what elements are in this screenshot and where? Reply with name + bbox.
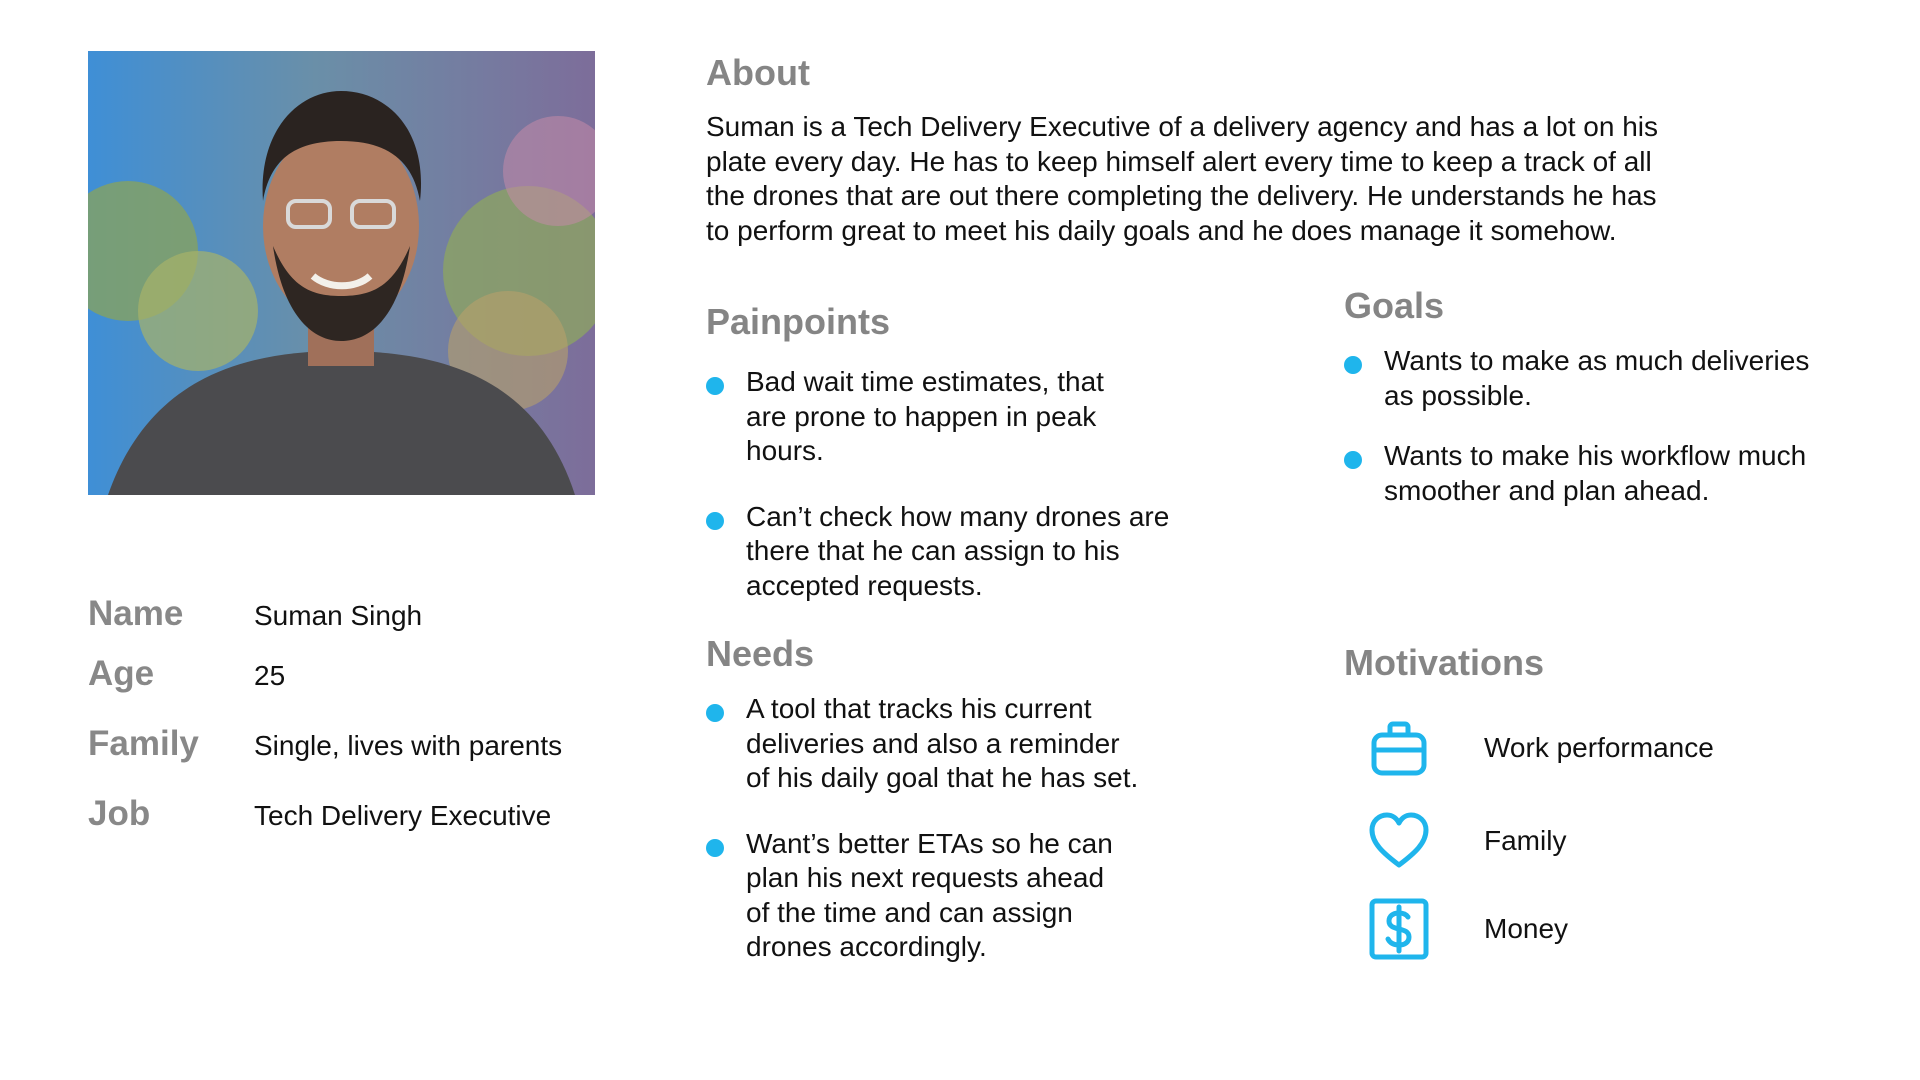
profile-name-row [88,594,422,634]
about-text [706,110,1658,248]
list-item: Can’t check how many drones are there that he can assign to his accepted requests. [706,500,1169,604]
briefcase-icon [1366,715,1432,781]
motivation-family [1366,808,1567,874]
job-value: Tech Delivery Executive [254,800,552,831]
painpoints-heading: Painpoints [706,301,891,342]
goals-heading: Goals [1344,285,1445,326]
profile-job-row [88,794,551,834]
motivation-label: Money [1484,913,1569,944]
motivation-work [1366,715,1714,781]
motivations-heading: Motivations [1344,642,1545,683]
about-line: plate every day. He has to keep himself alert every time to keep a track of all [706,145,1652,177]
profile-family-row [88,724,562,764]
bullet-dot [706,377,724,395]
bullet-dot [1344,451,1362,469]
name-value: Suman Singh [254,600,423,631]
list-item: A tool that tracks his current deliveries and also a reminder of his daily goal that he has set. [706,692,1138,796]
heart-icon [1366,808,1432,874]
motivation-label: Family [1484,825,1567,856]
about-line: the drones that are out there completing the delivery. He understands he has [706,180,1657,211]
about-line: to perform great to meet his daily goals and he does manage it somehow. [706,214,1617,246]
age-label: Age [88,654,155,693]
about-heading: About [706,52,810,93]
painpoints-list [706,365,1169,603]
bullet-dot [706,704,724,722]
goals-list [1344,344,1809,508]
profile-age-row [88,654,285,694]
bullet-dot [1344,356,1362,374]
list-item: Want’s better ETAs so he can plan his next requests ahead of the time and can assign drones accordingly. [706,827,1138,965]
motivation-label: Work performance [1484,732,1714,763]
dollar-icon [1366,896,1432,962]
motivation-money [1366,896,1569,962]
bullet-dot [706,839,724,857]
job-label: Job [88,794,151,833]
list-item: Bad wait time estimates, that are prone to happen in peak hours. [706,365,1169,469]
portrait-image [88,51,595,495]
name-label: Name [88,594,184,633]
family-value: Single, lives with parents [254,730,563,761]
age-value: 25 [254,660,286,691]
list-item: Wants to make his workflow much smoother and plan ahead. [1344,439,1809,508]
profile-photo [88,51,595,495]
needs-list [706,692,1138,965]
bullet-dot [706,512,724,530]
needs-heading: Needs [706,633,815,674]
about-line: Suman is a Tech Delivery Executive of a delivery agency and has a lot on his [706,111,1658,142]
list-item: Wants to make as much deliveries as possible. [1344,344,1809,413]
family-label: Family [88,724,199,763]
